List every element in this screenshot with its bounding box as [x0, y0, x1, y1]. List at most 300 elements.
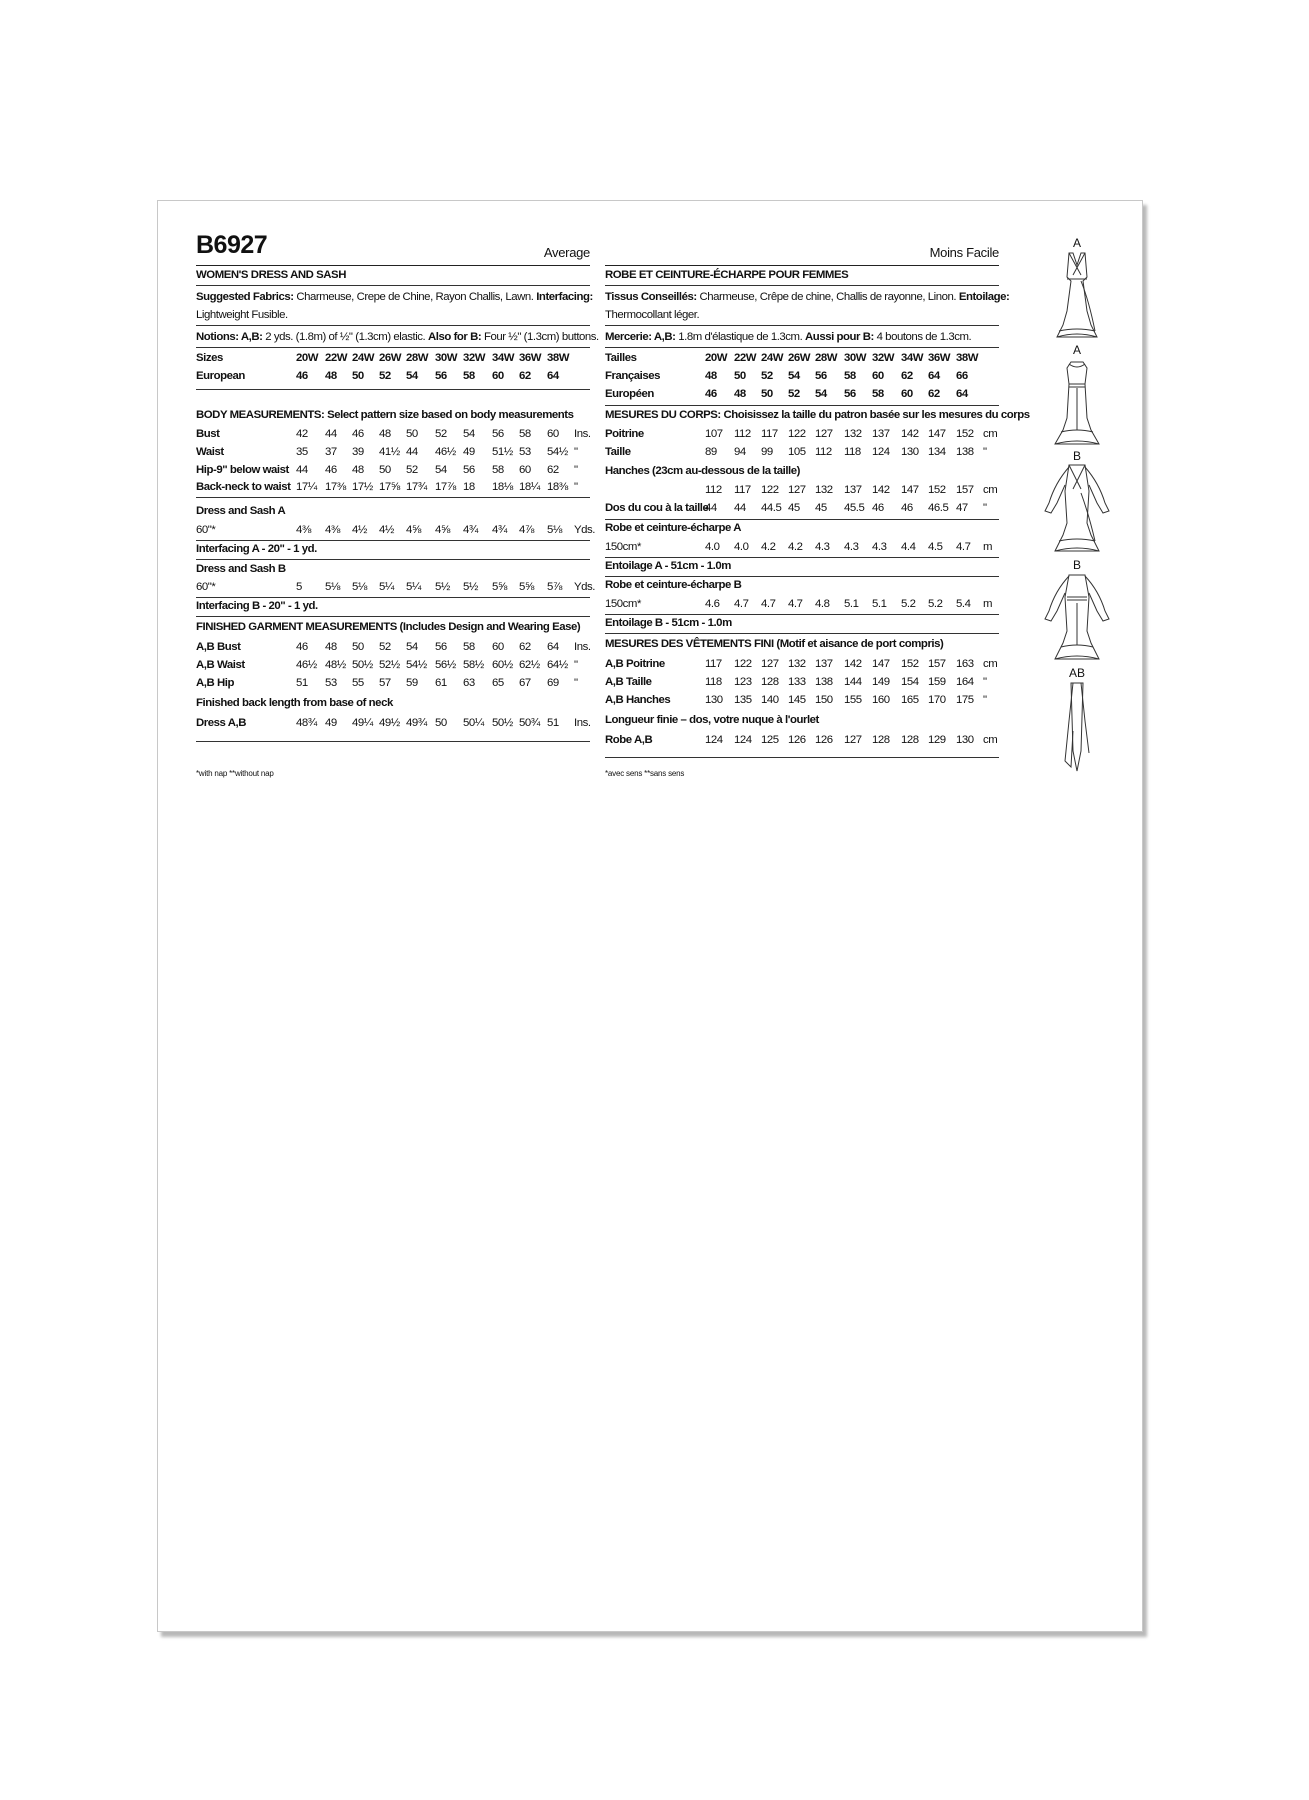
table-cell: 4⅜ [325, 524, 340, 536]
table-cell: 69 [547, 676, 559, 689]
table-cell: 64 [956, 388, 968, 400]
table-cell: 152 [928, 484, 946, 496]
table-cell: 4.2 [788, 541, 803, 553]
dress-a-back-sketch [1047, 358, 1107, 446]
table-cell: 45 [788, 502, 800, 514]
table-cell: 48 [734, 388, 746, 400]
table-cell: 99 [761, 445, 773, 458]
table-cell: 50½ [352, 658, 373, 671]
table-cell: 44 [734, 502, 746, 514]
view-label-a-back: A [1072, 343, 1081, 357]
table-cell: 46½ [435, 445, 456, 458]
table-cell: 53 [519, 445, 531, 458]
row-label: 60"* [196, 524, 216, 536]
row-label: Françaises [605, 370, 661, 382]
table-cell: 125 [761, 734, 779, 746]
table-cell: 138 [815, 675, 833, 688]
table-cell: 52 [761, 370, 773, 382]
table-cell: 165 [901, 693, 919, 706]
table-cell: 18 [463, 481, 475, 494]
table-cell: 5⅛ [325, 581, 340, 593]
table-cell: 128 [872, 734, 890, 746]
view-label-b-back: B [1072, 558, 1081, 572]
table-cell: 130 [901, 445, 919, 458]
table-cell: 50 [435, 717, 447, 729]
row-label: A,B Poitrine [605, 658, 665, 670]
unit: m [983, 598, 993, 610]
table-cell: 28W [815, 352, 838, 364]
row-label: A,B Waist [196, 658, 245, 671]
table-row [196, 657, 590, 674]
table-cell: 163 [956, 658, 974, 670]
table-row [196, 639, 590, 656]
table-cell: 4.7 [734, 598, 749, 610]
table-cell: 49 [463, 445, 475, 458]
table-cell: 132 [815, 484, 833, 496]
row-label: Tailles [605, 352, 637, 364]
table-cell: 51½ [492, 445, 513, 458]
table-cell: 58 [463, 370, 475, 382]
table-cell: 44 [406, 445, 418, 458]
unit: Ins. [574, 717, 591, 729]
table-cell: 135 [734, 693, 752, 706]
table-cell: 4.8 [815, 598, 830, 610]
table-cell: 137 [815, 658, 833, 670]
unit: " [574, 481, 578, 494]
table-row [605, 386, 999, 403]
table-cell: 62 [519, 370, 531, 382]
table-cell: 18⅛ [492, 481, 513, 494]
table-cell: 5.1 [844, 598, 859, 610]
table-cell: 52½ [379, 658, 400, 671]
table-cell: 4.7 [761, 598, 776, 610]
table-cell: 54 [788, 370, 800, 382]
table-cell: 56½ [435, 658, 456, 671]
table-cell: 50 [761, 388, 773, 400]
french-fabrics: Tissus Conseillés: Charmeuse, Crêpe de chine, Challis de rayonne, Linon. Entoilage: [605, 291, 1010, 303]
table-cell: 4.3 [844, 541, 859, 553]
table-cell: 157 [928, 658, 946, 670]
table-row [196, 426, 590, 443]
table-cell: 64 [547, 641, 559, 653]
table-cell: 5⅝ [492, 581, 507, 593]
row-label: A,B Taille [605, 675, 652, 688]
unit: " [574, 658, 578, 671]
table-cell: 107 [705, 428, 723, 440]
table-cell: 127 [844, 734, 862, 746]
table-cell: 46.5 [928, 502, 949, 514]
table-cell: 4.4 [901, 541, 916, 553]
table-row [605, 692, 999, 709]
table-cell: 138 [956, 445, 974, 458]
unit: cm [983, 484, 998, 496]
french-robe-b-heading: Robe et ceinture-écharpe B [605, 579, 742, 591]
table-cell: 26W [379, 352, 402, 364]
french-entoilage-b: Entoilage B - 51cm - 1.0m [605, 617, 732, 629]
table-row [605, 656, 999, 673]
view-label-ab: AB [1068, 666, 1085, 680]
table-cell: 60½ [492, 658, 513, 671]
table-cell: 57 [379, 676, 391, 689]
table-row [196, 350, 590, 367]
table-cell: 37 [325, 445, 337, 458]
table-cell: 4⅝ [435, 524, 450, 536]
row-label: Hip-9" below waist [196, 463, 289, 476]
table-cell: 4.2 [761, 541, 776, 553]
table-cell: 4.0 [734, 541, 749, 553]
english-interfacing: Lightweight Fusible. [196, 309, 288, 321]
difficulty-level: Average [543, 245, 590, 260]
table-row [605, 732, 999, 749]
table-cell: 150 [815, 693, 833, 706]
table-cell: 32W [463, 352, 486, 364]
table-cell: 34W [901, 352, 924, 364]
table-cell: 56 [815, 370, 827, 382]
table-cell: 32W [872, 352, 895, 364]
table-cell: 46 [872, 502, 884, 514]
table-cell: 50 [352, 641, 364, 653]
english-header [196, 231, 590, 266]
table-cell: 62 [547, 463, 559, 476]
unit: cm [983, 734, 998, 746]
table-cell: 58 [492, 463, 504, 476]
table-cell: 59 [406, 676, 418, 689]
table-cell: 48½ [325, 658, 346, 671]
table-cell: 159 [928, 675, 946, 688]
table-cell: 60 [872, 370, 884, 382]
table-cell: 5⅛ [547, 524, 562, 536]
table-cell: 122 [788, 428, 806, 440]
table-cell: 127 [788, 484, 806, 496]
row-label: Dress A,B [196, 717, 246, 729]
table-cell: 51 [296, 676, 308, 689]
table-cell: 18¼ [519, 481, 540, 494]
table-cell: 47 [956, 502, 968, 514]
pattern-envelope-back [157, 200, 1143, 1632]
table-cell: 44 [325, 428, 337, 440]
table-cell: 5½ [435, 581, 450, 593]
table-cell: 52 [406, 463, 418, 476]
table-cell: 112 [705, 484, 722, 496]
table-cell: 5⅛ [352, 581, 367, 593]
table-cell: 45 [815, 502, 827, 514]
table-cell: 34W [492, 352, 515, 364]
english-dress-b-heading: Dress and Sash B [196, 563, 286, 575]
table-cell: 20W [296, 352, 319, 364]
table-cell: 54 [463, 428, 475, 440]
table-cell: 5¼ [406, 581, 421, 593]
table-cell: 128 [901, 734, 919, 746]
table-cell: 147 [872, 658, 890, 670]
niveau: Moins Facile [929, 245, 999, 260]
table-cell: 52 [379, 641, 391, 653]
table-cell: 124 [705, 734, 723, 746]
table-cell: 94 [734, 445, 746, 458]
row-label: 60"* [196, 581, 216, 593]
english-fabrics: Suggested Fabrics: Charmeuse, Crepe de Chine, Rayon Challis, Lawn. Interfacing: [196, 291, 593, 303]
french-interfacing: Thermocollant léger. [605, 309, 700, 321]
table-cell: 129 [928, 734, 946, 746]
unit: " [983, 675, 987, 688]
table-cell: 142 [901, 428, 919, 440]
table-cell: 127 [815, 428, 833, 440]
table-cell: 17¾ [406, 481, 427, 494]
table-cell: 65 [492, 676, 504, 689]
table-cell: 62 [901, 370, 913, 382]
table-cell: 49¼ [352, 717, 373, 729]
row-label: 150cm* [605, 598, 641, 610]
table-cell: 112 [734, 428, 751, 440]
table-row [605, 539, 999, 556]
row-label: Dos du cou à la taille [605, 502, 709, 514]
table-cell: 144 [844, 675, 862, 688]
english-interfacing-a: Interfacing A - 20" - 1 yd. [196, 543, 317, 555]
view-label-a: A [1072, 236, 1081, 250]
table-row [605, 368, 999, 385]
row-label: Sizes [196, 352, 223, 364]
french-notions: Mercerie: A,B: 1.8m d'élastique de 1.3cm. Aussi pour B: 4 boutons de 1.3cm. [605, 331, 972, 343]
english-interfacing-b: Interfacing B - 20" - 1 yd. [196, 600, 318, 612]
table-row [605, 482, 999, 499]
table-cell: 5⅞ [547, 581, 562, 593]
french-header [605, 231, 999, 266]
table-cell: 22W [734, 352, 757, 364]
table-cell: 48 [325, 370, 337, 382]
table-cell: 50½ [492, 717, 513, 729]
table-cell: 48¾ [296, 717, 317, 729]
table-cell: 42 [296, 428, 308, 440]
table-cell: 28W [406, 352, 429, 364]
unit: cm [983, 428, 998, 440]
table-cell: 56 [492, 428, 504, 440]
row-label: Bust [196, 428, 220, 440]
dress-b-wrap-sketch [1037, 463, 1117, 553]
table-cell: 5½ [463, 581, 478, 593]
unit: Ins. [574, 641, 591, 653]
table-cell: 130 [705, 693, 723, 706]
table-cell: 46 [296, 370, 308, 382]
table-cell: 50 [379, 463, 391, 476]
table-cell: 118 [705, 675, 722, 688]
unit: " [983, 445, 987, 458]
table-cell: 67 [519, 676, 531, 689]
table-cell: 50 [734, 370, 746, 382]
table-cell: 58 [519, 428, 531, 440]
table-cell: 117 [705, 658, 722, 670]
table-cell: 51 [547, 717, 559, 729]
table-cell: 117 [761, 428, 778, 440]
table-cell: 117 [734, 484, 751, 496]
table-cell: 17¼ [296, 481, 317, 494]
french-body-heading: MESURES DU CORPS: Choisissez la taille du patron basée sur les mesures du corps [605, 409, 1030, 421]
table-cell: 56 [463, 463, 475, 476]
table-cell: 54 [435, 463, 447, 476]
table-row [196, 444, 590, 461]
table-cell: 50¼ [463, 717, 484, 729]
table-cell: 128 [761, 675, 779, 688]
table-cell: 122 [734, 658, 752, 670]
table-cell: 157 [956, 484, 974, 496]
unit: " [574, 463, 578, 476]
table-cell: 26W [788, 352, 811, 364]
table-cell: 170 [928, 693, 946, 706]
english-body-heading: BODY MEASUREMENTS: Select pattern size based on body measurements [196, 409, 574, 421]
table-cell: 5.2 [928, 598, 943, 610]
table-cell: 89 [705, 445, 717, 458]
table-cell: 122 [761, 484, 779, 496]
table-cell: 137 [844, 484, 862, 496]
table-cell: 152 [956, 428, 974, 440]
row-label: European [196, 370, 245, 382]
table-row [605, 596, 999, 613]
table-cell: 5 [296, 581, 302, 593]
table-cell: 44 [296, 463, 308, 476]
table-cell: 48 [352, 463, 364, 476]
table-cell: 56 [435, 370, 447, 382]
table-row [605, 500, 999, 517]
table-cell: 56 [435, 641, 447, 653]
table-cell: 46 [901, 502, 913, 514]
table-cell: 36W [519, 352, 542, 364]
english-footnote: *with nap **without nap [196, 769, 274, 778]
table-cell: 46 [325, 463, 337, 476]
french-footnote: *avec sens **sans sens [605, 769, 685, 778]
table-cell: 44 [705, 502, 717, 514]
row-label: A,B Bust [196, 641, 241, 653]
table-cell: 38W [547, 352, 570, 364]
table-cell: 126 [815, 734, 833, 746]
table-cell: 124 [734, 734, 752, 746]
table-cell: 56 [844, 388, 856, 400]
table-cell: 160 [872, 693, 890, 706]
table-cell: 46½ [296, 658, 317, 671]
english-title: WOMEN'S DRESS AND SASH [196, 269, 346, 281]
table-cell: 54½ [406, 658, 427, 671]
table-cell: 4⅜ [296, 524, 311, 536]
table-cell: 63 [463, 676, 475, 689]
table-cell: 62½ [519, 658, 540, 671]
unit: " [574, 676, 578, 689]
table-cell: 147 [928, 428, 946, 440]
table-cell: 142 [844, 658, 862, 670]
table-cell: 54 [406, 641, 418, 653]
table-cell: 4½ [379, 524, 394, 536]
table-cell: 60 [492, 641, 504, 653]
unit: Yds. [574, 524, 595, 536]
french-hanches-label: Hanches (23cm au-dessous de la taille) [605, 465, 800, 477]
row-label: Robe A,B [605, 734, 653, 746]
table-cell: 175 [956, 693, 974, 706]
french-title: ROBE ET CEINTURE-ÉCHARPE POUR FEMMES [605, 269, 849, 281]
table-cell: 4.6 [705, 598, 720, 610]
table-cell: 54½ [547, 445, 568, 458]
pattern-code: B6927 [196, 231, 268, 259]
table-cell: 5⅝ [519, 581, 534, 593]
table-cell: 4¾ [492, 524, 507, 536]
table-cell: 132 [788, 658, 806, 670]
table-row [196, 462, 590, 479]
table-cell: 66 [956, 370, 968, 382]
row-label: A,B Hanches [605, 693, 671, 706]
table-row [196, 479, 590, 496]
table-cell: 50 [406, 428, 418, 440]
table-cell: 164 [956, 675, 974, 688]
table-cell: 48 [325, 641, 337, 653]
table-cell: 4.5 [928, 541, 943, 553]
table-cell: 61 [435, 676, 447, 689]
table-row [605, 350, 999, 367]
table-cell: 17⅝ [379, 481, 400, 494]
table-cell: 145 [788, 693, 806, 706]
table-row [196, 715, 590, 732]
unit: Ins. [574, 428, 591, 440]
unit: " [983, 502, 987, 514]
table-cell: 5¼ [379, 581, 394, 593]
table-cell: 5.2 [901, 598, 916, 610]
table-cell: 52 [435, 428, 447, 440]
table-cell: 52 [379, 370, 391, 382]
unit: cm [983, 658, 998, 670]
table-cell: 58 [844, 370, 856, 382]
table-row [196, 675, 590, 692]
row-label: Poitrine [605, 428, 644, 440]
french-robe-a-heading: Robe et ceinture-écharpe A [605, 522, 741, 534]
unit: m [983, 541, 993, 553]
table-cell: 118 [844, 445, 861, 458]
dress-b-back-sketch [1037, 573, 1117, 661]
table-cell: 48 [705, 370, 717, 382]
table-cell: 127 [761, 658, 779, 670]
table-cell: 132 [844, 428, 862, 440]
view-label-b: B [1072, 449, 1081, 463]
french-entoilage-a: Entoilage A - 51cm - 1.0m [605, 560, 731, 572]
table-cell: 38W [956, 352, 979, 364]
table-cell: 18⅜ [547, 481, 568, 494]
table-cell: 142 [872, 484, 890, 496]
table-cell: 50 [352, 370, 364, 382]
table-cell: 36W [928, 352, 951, 364]
dress-a-wrap-sketch [1047, 251, 1107, 339]
table-cell: 149 [872, 675, 890, 688]
table-cell: 134 [928, 445, 946, 458]
table-cell: 49 [325, 717, 337, 729]
table-cell: 126 [788, 734, 806, 746]
table-cell: 60 [901, 388, 913, 400]
table-cell: 17⅞ [435, 481, 456, 494]
table-cell: 4.7 [956, 541, 971, 553]
table-cell: 152 [901, 658, 919, 670]
english-back-length-heading: Finished back length from base of neck [196, 697, 393, 709]
table-cell: 46 [705, 388, 717, 400]
table-cell: 48 [379, 428, 391, 440]
english-finished-heading: FINISHED GARMENT MEASUREMENTS (Includes Design and Wearing Ease) [196, 621, 581, 633]
table-cell: 4.3 [872, 541, 887, 553]
table-cell: 46 [296, 641, 308, 653]
table-cell: 58½ [463, 658, 484, 671]
table-cell: 154 [901, 675, 919, 688]
table-cell: 52 [788, 388, 800, 400]
table-cell: 24W [352, 352, 375, 364]
row-label: A,B Hip [196, 676, 234, 689]
table-cell: 60 [547, 428, 559, 440]
table-cell: 64 [928, 370, 940, 382]
table-cell: 54 [815, 388, 827, 400]
table-cell: 58 [872, 388, 884, 400]
table-cell: 54 [406, 370, 418, 382]
table-cell: 5.1 [872, 598, 887, 610]
table-cell: 55 [352, 676, 364, 689]
table-cell: 4.3 [815, 541, 830, 553]
